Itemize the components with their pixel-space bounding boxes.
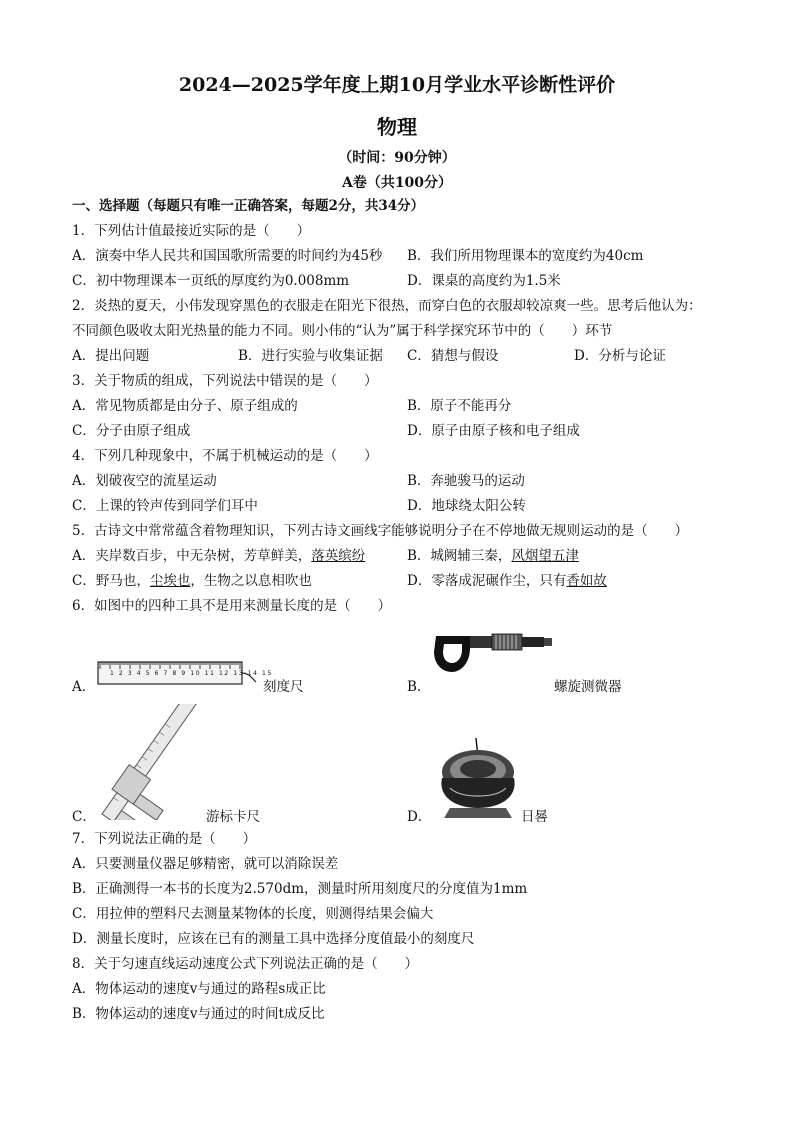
q5-option-b-underlined: 风烟望五津: [511, 548, 579, 564]
q6-option-a-label: A．: [72, 679, 96, 695]
q6-option-c-caption: 游标卡尺: [206, 809, 260, 825]
q8-option-b: B．物体运动的速度v与通过的时间t成反比: [72, 1006, 325, 1022]
q1-option-a: A．演奏中华人民共和国国歌所需要的时间约为45秒: [72, 248, 383, 264]
q6-option-a-caption: 刻度尺: [263, 679, 304, 695]
q5-option-a-underlined: 落英缤纷: [311, 548, 366, 564]
q4-stem: 4．下列几种现象中，不属于机械运动的是（ ）: [72, 448, 378, 464]
q4-option-d: D．地球绕太阳公转: [407, 498, 526, 514]
micrometer-image: [430, 628, 554, 676]
q5-option-b-text: B．城阙辅三秦，: [407, 548, 512, 564]
q1-stem: 1．下列估计值最接近实际的是（ ）: [72, 223, 311, 239]
q6-stem: 6．如图中的四种工具不是用来测量长度的是（ ）: [72, 598, 392, 614]
q7-option-b: B．正确测得一本书的长度为2.570dm，测量时所用刻度尺的分度值为1mm: [72, 881, 528, 897]
q7-stem: 7．下列说法正确的是（ ）: [72, 831, 257, 847]
q4-option-b: B．奔驰骏马的运动: [407, 473, 525, 489]
sundial-image: [436, 738, 520, 820]
q5-option-c-text-end: ，生物之以息相吹也: [190, 573, 312, 589]
q2-stem-line2: 不同颜色吸收太阳光热量的能力不同。则小伟的“认为”属于科学探究环节中的（ ）环节: [72, 323, 613, 339]
q5-option-d: [407, 572, 607, 590]
q7-option-a: A．只要测量仪器足够精密，就可以消除误差: [72, 856, 339, 872]
q6-option-d-caption: 日晷: [521, 809, 548, 825]
q1-option-b: B．我们所用物理课本的宽度约为40cm: [407, 248, 644, 264]
q6-option-c-label: C．: [72, 809, 96, 825]
q8-stem: 8．关于匀速直线运动速度公式下列说法正确的是（ ）: [72, 956, 419, 972]
q5-option-c: [72, 572, 312, 590]
exam-time: （时间：90分钟）: [338, 150, 456, 166]
q1-option-d: D．课桌的高度约为1.5米: [407, 273, 561, 289]
q2-option-a: A．提出问题: [72, 348, 150, 364]
q2-option-c: C．猜想与假设: [407, 348, 499, 364]
q3-option-c: C．分子由原子组成: [72, 423, 191, 439]
q5-option-a-text: A．夹岸数百步，中无杂树，芳草鲜美，: [72, 548, 312, 564]
ruler-image: [96, 656, 273, 686]
q5-option-d-text: D．零落成泥碾作尘，只有: [407, 573, 567, 589]
q8-option-a: A．物体运动的速度v与通过的路程s成正比: [72, 981, 326, 997]
subject-title: 物理: [377, 115, 417, 139]
q4-option-a: A．划破夜空的流星运动: [72, 473, 217, 489]
q3-option-b: B．原子不能再分: [407, 398, 512, 414]
q6-option-b-label: B．: [407, 679, 431, 695]
vernier-caliper-image: [94, 704, 210, 820]
part1-heading: 一、选择题（每题只有唯一正确答案，每题2分，共34分）: [72, 198, 425, 214]
q1-option-c: C．初中物理课本一页纸的厚度约为0.008mm: [72, 273, 350, 289]
q4-option-c: C．上课的铃声传到同学们耳中: [72, 498, 258, 514]
q6-option-d-label: D．: [407, 809, 432, 825]
q5-option-a: [72, 547, 365, 565]
ruler-tick-labels: 1 2 3 4 5 6 7 8 9 10 11 12 13 14 15: [110, 670, 273, 677]
q7-option-d: D．测量长度时，应该在已有的测量工具中选择分度值最小的刻度尺: [72, 931, 475, 947]
q5-option-d-underlined: 香如故: [566, 573, 607, 589]
q5-option-c-underlined: 尘埃也: [149, 573, 191, 589]
q7-option-c: C．用拉伸的塑料尺去测量某物体的长度，则测得结果会偏大: [72, 906, 434, 922]
q6-option-b-caption: 螺旋测微器: [554, 679, 622, 695]
q5-option-c-text: C．野马也，: [72, 573, 150, 589]
q2-option-d: D．分析与论证: [574, 348, 666, 364]
q3-option-d: D．原子由原子核和电子组成: [407, 423, 580, 439]
q2-stem-line1: 2．炎热的夏天，小伟发现穿黑色的衣服走在阳光下很热，而穿白色的衣服却较凉爽一些。思考后他认为：: [72, 298, 702, 314]
q3-stem: 3．关于物质的组成，下列说法中错误的是（ ）: [72, 373, 378, 389]
section-a-title: A卷（共100分）: [341, 175, 453, 191]
q2-option-b: B．进行实验与收集证据: [238, 348, 383, 364]
q5-stem: 5．古诗文中常常蕴含着物理知识，下列古诗文画线字能够说明分子在不停地做无规则运动的是（ ）: [72, 523, 689, 539]
q3-option-a: A．常见物质都是由分子、原子组成的: [72, 398, 298, 414]
exam-title: 2024—2025学年度上期10月学业水平诊断性评价: [178, 74, 616, 96]
q5-option-b: [407, 547, 579, 565]
